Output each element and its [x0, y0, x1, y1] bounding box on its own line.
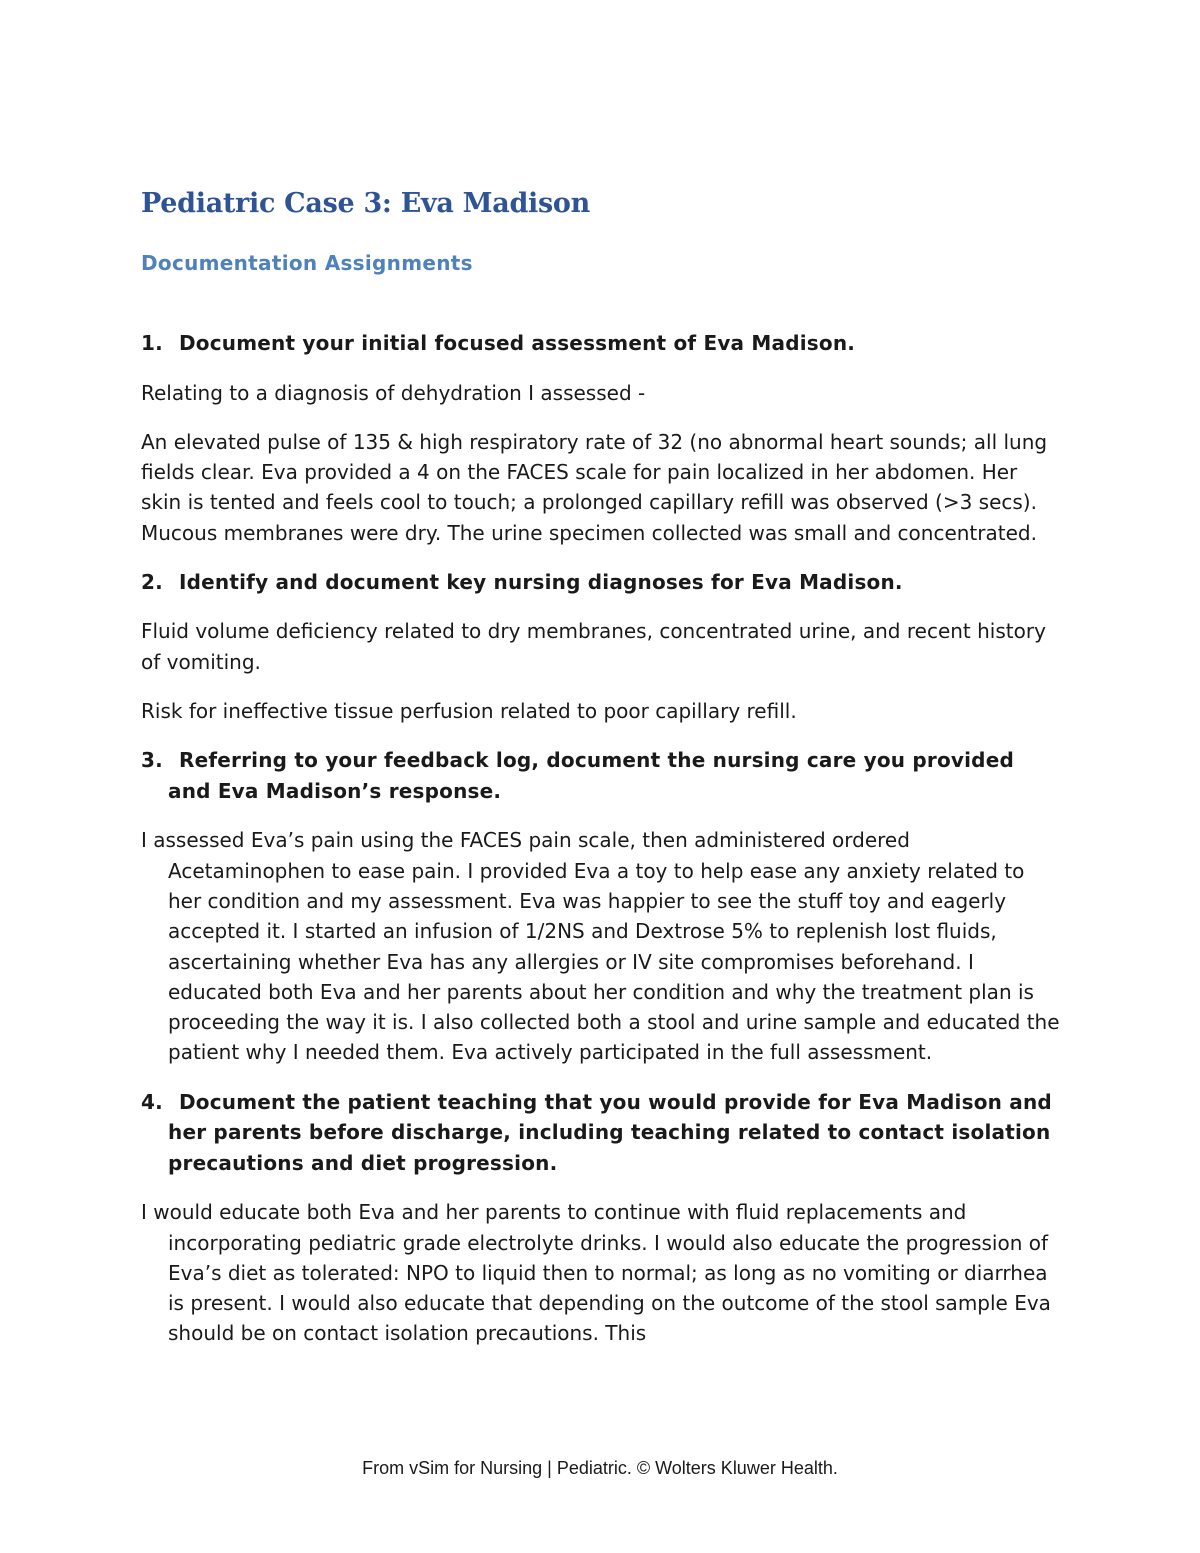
document-subtitle: Documentation Assignments [141, 251, 473, 275]
page-footer: From vSim for Nursing | Pediatric. © Wolters Kluwer Health. [362, 1458, 838, 1478]
section-1 [141, 328, 1061, 548]
question-2 [141, 567, 1061, 598]
question-1 [141, 328, 1061, 359]
question-text: Referring to your feedback log, document the nursing care you provided and Eva Madison’s response. [168, 748, 1014, 803]
document-body [141, 328, 1061, 1368]
answer-paragraph: Risk for ineffective tissue perfusion related to poor capillary refill. [141, 699, 797, 724]
answer-paragraph: An elevated pulse of 135 & high respiratory rate of 32 (no abnormal heart sounds; all lung fields clear. Eva provided a 4 on the FACES scale for pain localized in her abdomen. Her skin is tented and feels cool to touch; a prolonged capillary refill was observed (>3 secs). Mucous membranes were dry. The urine specimen collected was small and concentrated. [141, 429, 1048, 545]
section-4 [141, 1087, 1061, 1349]
question-text: Document the patient teaching that you would provide for Eva Madison and her parents before discharge, including teaching related to contact isolation precautions and diet progression. [168, 1089, 1052, 1175]
question-text: Identify and document key nursing diagnoses for Eva Madison. [179, 569, 903, 594]
question-number: 4. [141, 1089, 163, 1114]
question-number: 2. [141, 569, 163, 594]
section-3 [141, 745, 1061, 1067]
section-2 [141, 567, 1061, 726]
answer-paragraph: Relating to a diagnosis of dehydration I assessed - [141, 380, 646, 405]
question-3 [141, 745, 1061, 806]
answer-paragraph: I assessed Eva’s pain using the FACES pain scale, then administered ordered Acetaminophen to ease pain. I provided Eva a toy to help ease any anxiety related to her condition and my assessment. Eva was happier to see the stuff toy and eagerly accepted it. I started an infusion of 1/2NS and Dextrose 5% to replenish lost fluids, ascertaining whether Eva has any allergies or IV site compromises beforehand. I educated both Eva and her parents about her condition and why the treatment plan is proceeding the way it is. I also collected both a stool and urine sample and educated the patient why I needed them. Eva actively participated in the full assessment. [141, 828, 1060, 1065]
document-title: Pediatric Case 3: Eva Madison [141, 188, 590, 219]
answer-paragraph: I would educate both Eva and her parents to continue with fluid replacements and incorporating pediatric grade electrolyte drinks. I would also educate the progression of Eva’s diet as tolerated: NPO to liquid then to normal; as long as no vomiting or diarrhea is present. I would also educate that depending on the outcome of the stool sample Eva should be on contact isolation precautions. This [141, 1200, 1051, 1346]
question-number: 1. [141, 331, 163, 355]
question-text: Document your initial focused assessment of Eva Madison. [179, 331, 856, 355]
answer-paragraph: Fluid volume deficiency related to dry membranes, concentrated urine, and recent history of vomiting. [141, 619, 1046, 674]
question-4 [141, 1087, 1061, 1179]
question-number: 3. [141, 748, 163, 773]
